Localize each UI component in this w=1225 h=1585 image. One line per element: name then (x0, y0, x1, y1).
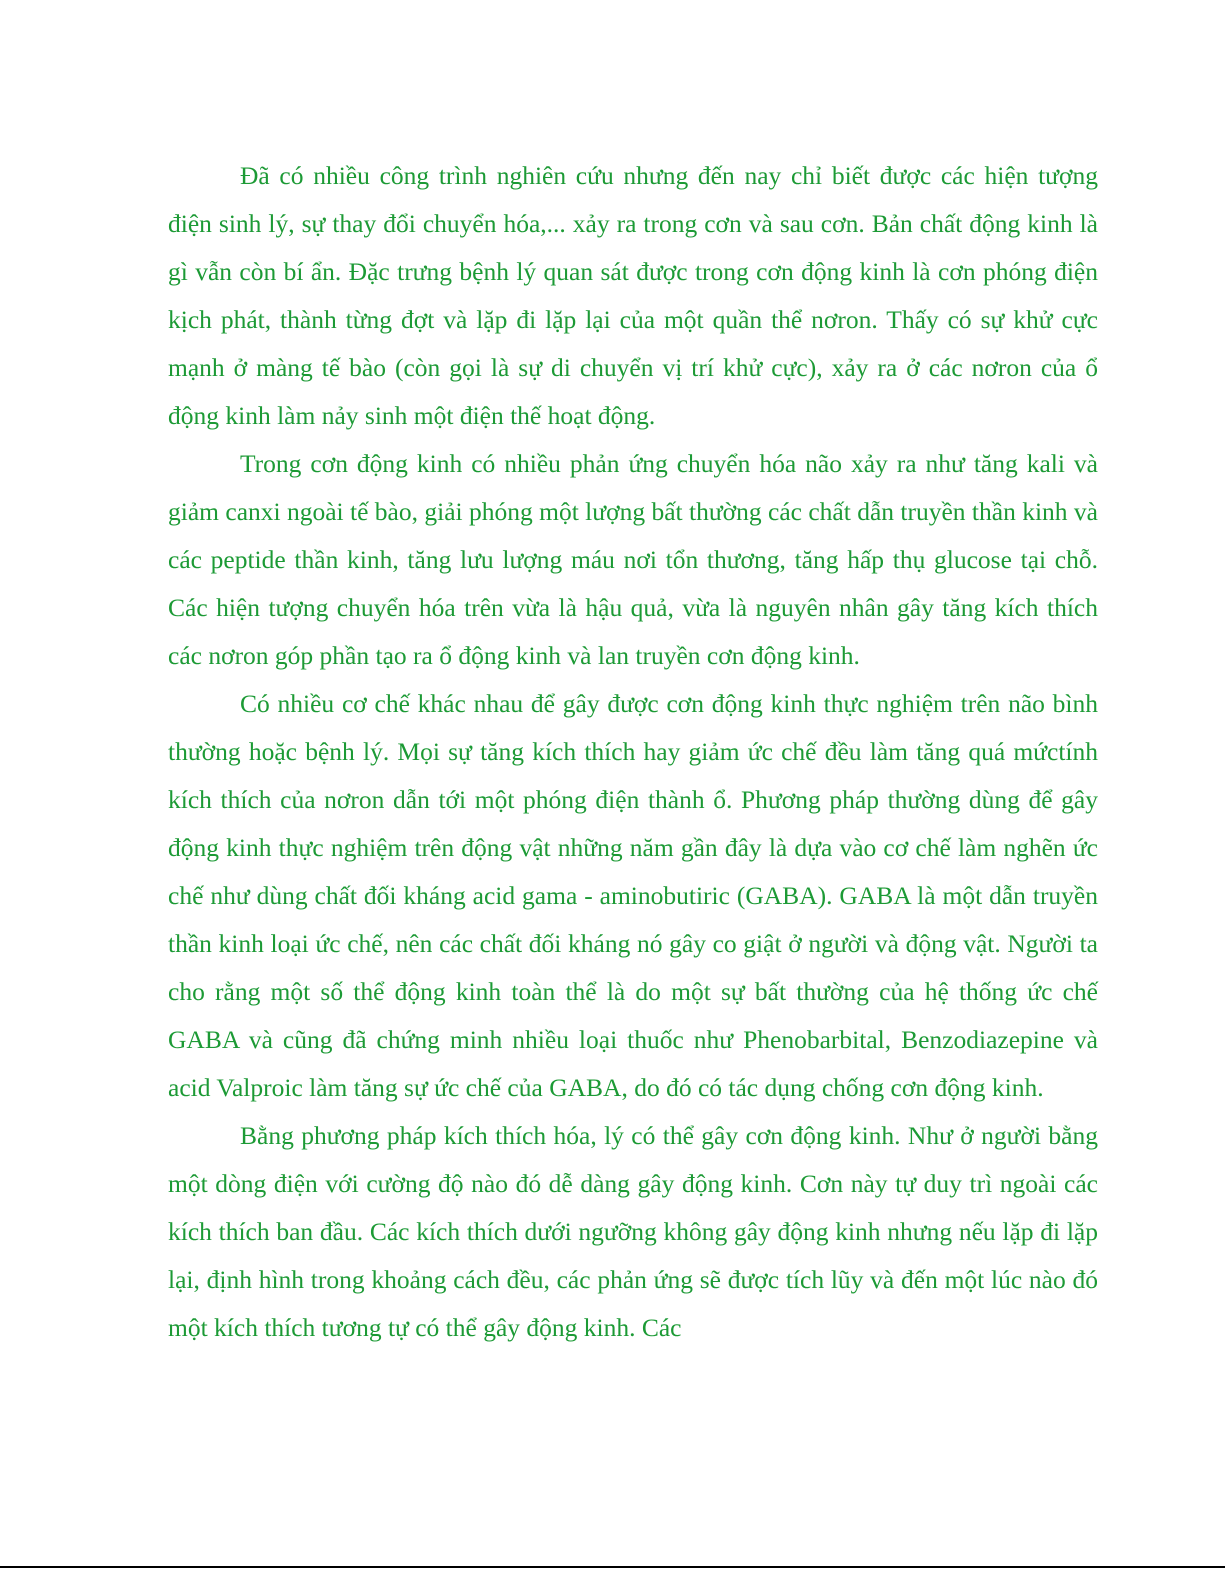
page-bottom-rule (0, 1566, 1225, 1568)
paragraph-3: Có nhiều cơ chế khác nhau để gây được cơn động kinh thực nghiệm trên não bình thường hoặc bệnh lý. Mọi sự tăng kích thích hay giảm ức chế đều làm tăng quá mứctính kích thích của nơron dẫn tới một phóng điện thành ổ. Phương pháp thường dùng để gây động kinh thực nghiệm trên động vật những năm gần đây là dựa vào cơ chế làm nghẽn ức chế như dùng chất đối kháng acid gama - aminobutiric (GABA). GABA là một dẫn truyền thần kinh loại ức chế, nên các chất đối kháng nó gây co giật ở người và động vật. Người ta cho rằng một số thể động kinh toàn thể là do một sự bất thường của hệ thống ức chế GABA và cũng đã chứng minh nhiều loại thuốc như Phenobarbital, Benzodiazepine và acid Valproic làm tăng sự ức chế của GABA, do đó có tác dụng chống cơn động kinh. (168, 689, 1098, 1102)
paragraph-4: Bằng phương pháp kích thích hóa, lý có thể gây cơn động kinh. Như ở người bằng một dòng điện với cường độ nào đó dễ dàng gây động kinh. Cơn này tự duy trì ngoài các kích thích ban đầu. Các kích thích dưới ngưỡng không gây động kinh nhưng nếu lặp đi lặp lại, định hình trong khoảng cách đều, các phản ứng sẽ được tích lũy và đến một lúc nào đó một kích thích tương tự có thể gây động kinh. Các (168, 1121, 1098, 1342)
paragraph-2: Trong cơn động kinh có nhiều phản ứng chuyển hóa não xảy ra như tăng kali và giảm canxi ngoài tế bào, giải phóng một lượng bất thường các chất dẫn truyền thần kinh và các peptide thần kinh, tăng lưu lượng máu nơi tổn thương, tăng hấp thụ glucose tại chỗ. Các hiện tượng chuyển hóa trên vừa là hậu quả, vừa là nguyên nhân gây tăng kích thích các nơron góp phần tạo ra ổ động kinh và lan truyền cơn động kinh. (168, 449, 1098, 670)
paragraph-1: Đã có nhiều công trình nghiên cứu nhưng đến nay chỉ biết được các hiện tượng điện sinh lý, sự thay đổi chuyển hóa,... xảy ra trong cơn và sau cơn. Bản chất động kinh là gì vẫn còn bí ẩn. Đặc trưng bệnh lý quan sát được trong cơn động kinh là cơn phóng điện kịch phát, thành từng đợt và lặp đi lặp lại của một quần thể nơron. Thấy có sự khử cực mạnh ở màng tế bào (còn gọi là sự di chuyển vị trí khử cực), xảy ra ở các nơron của ổ động kinh làm nảy sinh một điện thế hoạt động. (168, 161, 1098, 430)
body-text (168, 152, 1098, 1352)
